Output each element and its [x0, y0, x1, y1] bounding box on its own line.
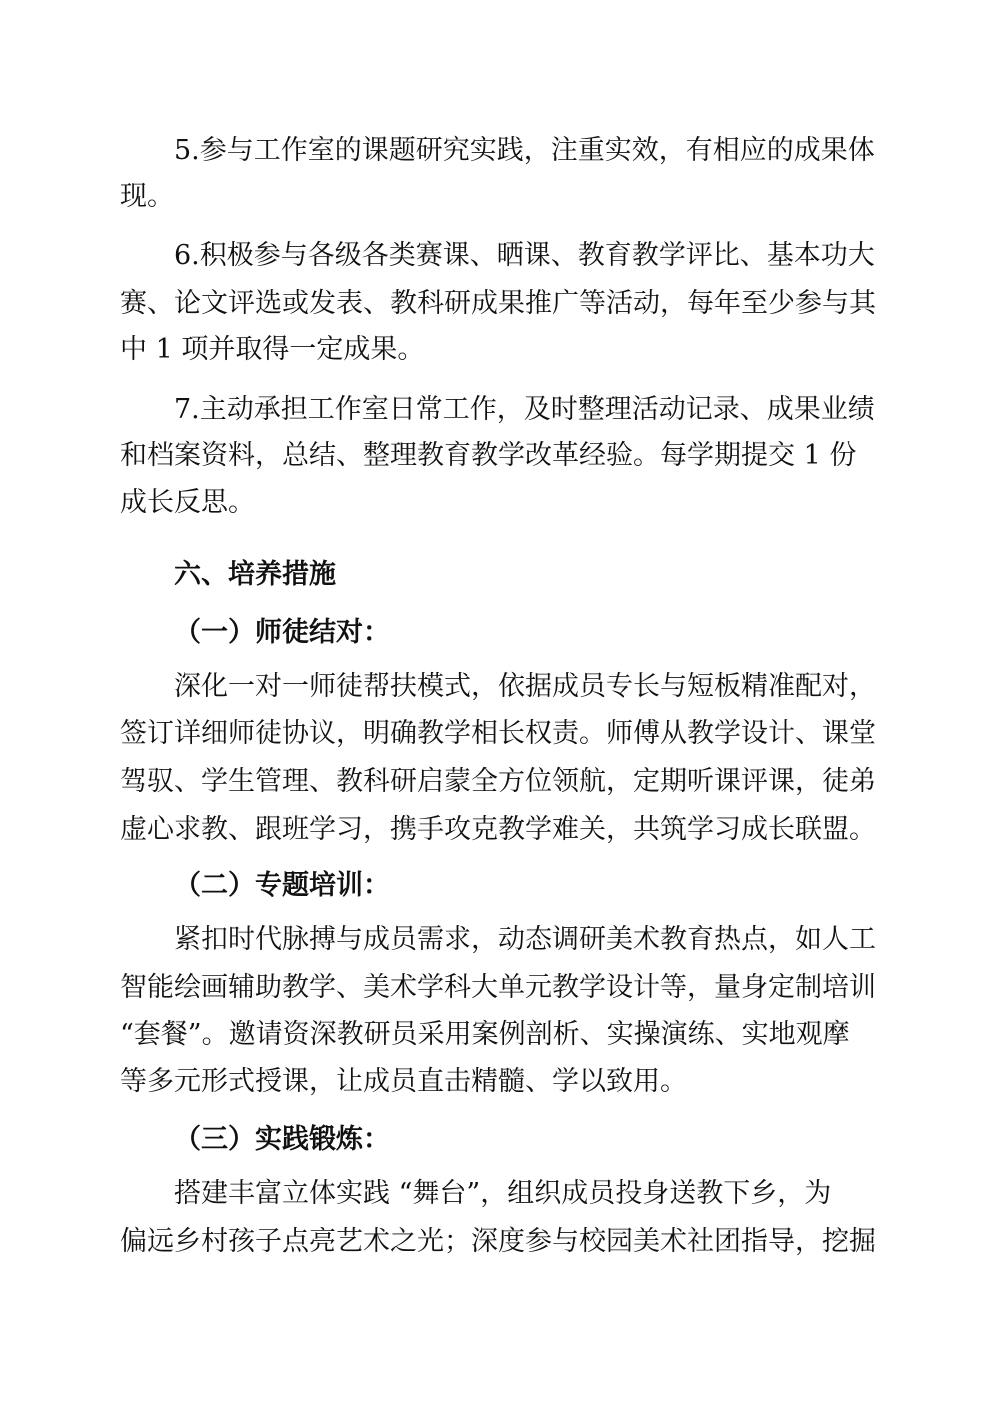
item-5-line-2: 现。: [120, 181, 174, 212]
item-7-line-3: 成长反思。: [120, 487, 255, 518]
subsection-2-line-1: 紧扣时代脉搏与成员需求，动态调研美术教育热点，如人工: [174, 924, 876, 955]
item-5-line-1: 5.参与工作室的课题研究实践，注重实效，有相应的成果体: [174, 135, 875, 166]
subsection-3-title: （三）实践锻炼：: [174, 1124, 390, 1155]
subsection-1-title: （一）师徒结对：: [174, 617, 390, 648]
subsection-3-line-2: 偏远乡村孩子点亮艺术之光；深度参与校园美术社团指导，挖掘: [120, 1226, 876, 1257]
section-title: 六、培养措施: [174, 559, 336, 590]
subsection-2-title: （二）专题培训：: [174, 870, 390, 901]
subsection-3-line-1: 搭建丰富立体实践 “舞台”，组织成员投身送教下乡，为: [174, 1178, 832, 1209]
item-6-line-3: 中 1 项并取得一定成果。: [120, 334, 425, 365]
subsection-2-line-2: 智能绘画辅助教学、美术学科大单元教学设计等，量身定制培训: [120, 972, 876, 1003]
subsection-1-line-1: 深化一对一师徒帮扶模式，依据成员专长与短板精准配对，: [174, 671, 876, 702]
item-6-line-1: 6.积极参与各级各类赛课、晒课、教育教学评比、基本功大: [174, 240, 875, 271]
item-6-line-2: 赛、论文评选或发表、教科研成果推广等活动，每年至少参与其: [120, 288, 876, 319]
subsection-1-line-2: 签订详细师徒协议，明确教学相长权责。师傅从教学设计、课堂: [120, 718, 876, 749]
subsection-1-line-4: 虚心求教、跟班学习，携手攻克教学难关，共筑学习成长联盟。: [120, 814, 876, 845]
subsection-1-line-3: 驾驭、学生管理、教科研启蒙全方位领航，定期听课评课，徒弟: [120, 766, 876, 797]
item-7-line-2: 和档案资料，总结、整理教育教学改革经验。每学期提交 1 份: [120, 440, 857, 471]
subsection-2-line-3: “套餐”。邀请资深教研员采用案例剖析、实操演练、实地观摩: [120, 1019, 850, 1050]
subsection-2-line-4: 等多元形式授课，让成员直击精髓、学以致用。: [120, 1066, 687, 1097]
item-7-line-1: 7.主动承担工作室日常工作，及时整理活动记录、成果业绩: [174, 394, 875, 425]
